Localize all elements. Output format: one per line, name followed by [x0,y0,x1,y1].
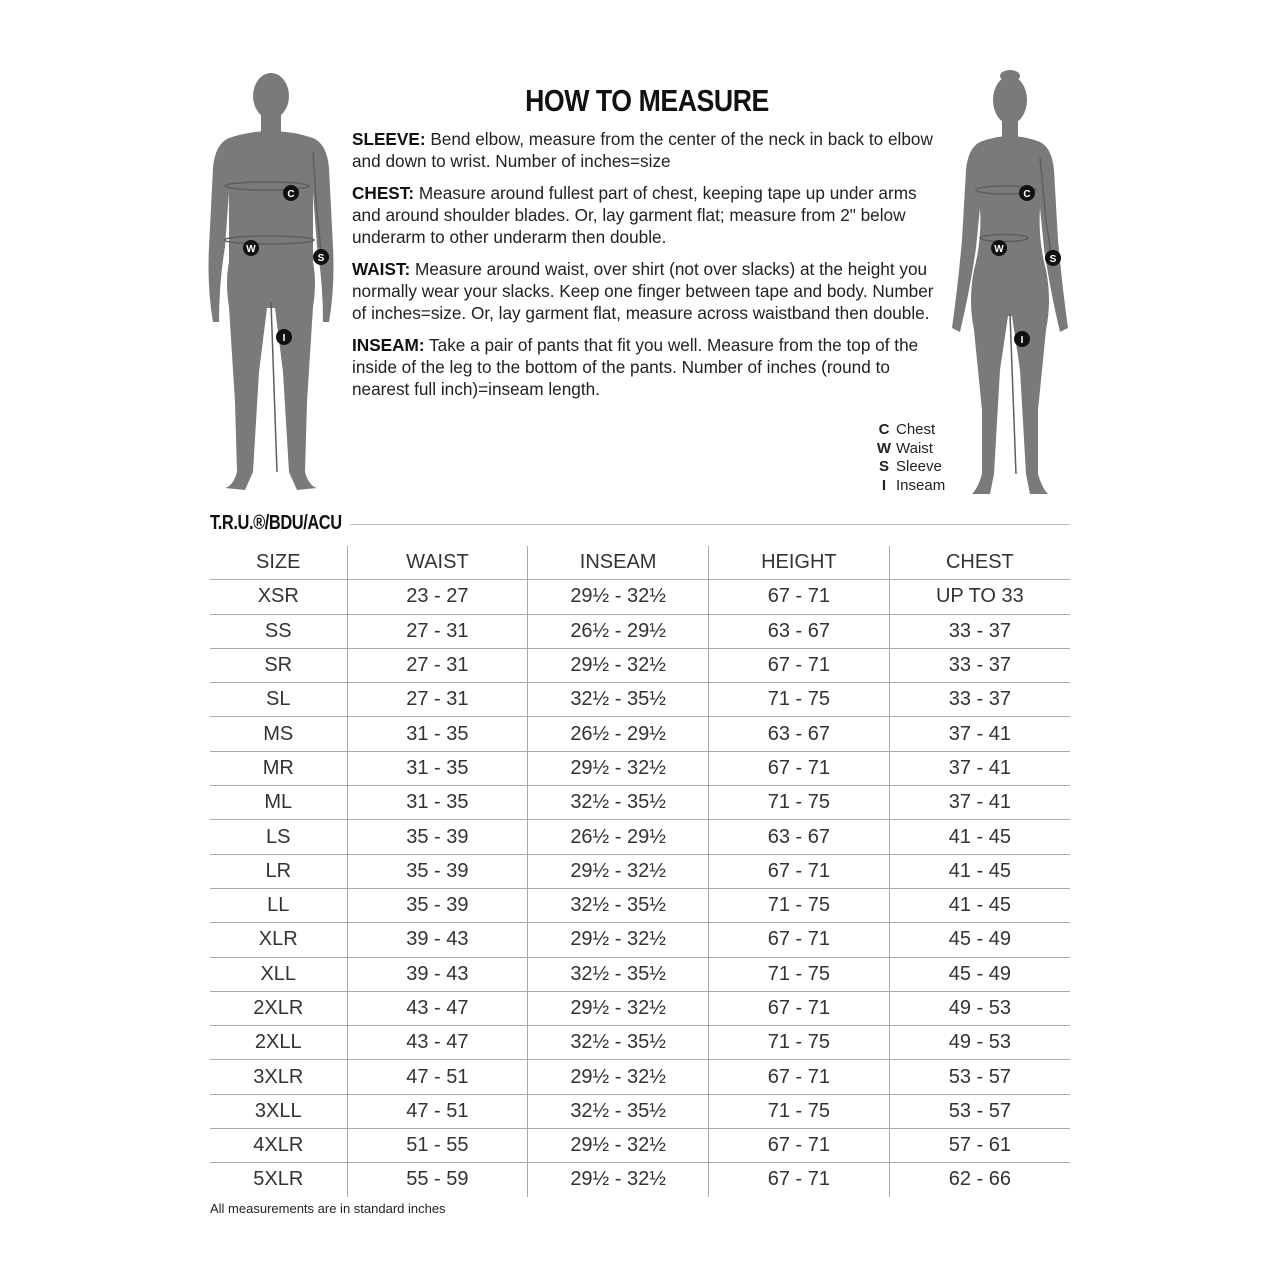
instruction-label: INSEAM: [352,335,425,355]
cell-height: 67 - 71 [709,1129,890,1163]
cell-height: 71 - 75 [709,888,890,922]
cell-chest: 49 - 53 [889,1026,1070,1060]
table-row [210,751,1070,785]
cell-waist: 39 - 43 [347,923,528,957]
cell-size: SL [210,683,347,717]
cell-inseam: 32½ - 35½ [528,683,709,717]
cell-size: 2XLR [210,991,347,1025]
cell-inseam: 29½ - 32½ [528,580,709,614]
column-header-size: SIZE [210,546,347,580]
legend-label: Inseam [896,476,946,494]
cell-size: MS [210,717,347,751]
cell-chest: 53 - 57 [889,1060,1070,1094]
cell-height: 67 - 71 [709,751,890,785]
cell-size: 3XLL [210,1094,347,1128]
cell-inseam: 26½ - 29½ [528,820,709,854]
cell-size: MR [210,751,347,785]
legend-key: I [881,476,887,494]
cell-size: ML [210,786,347,820]
instruction-text: Measure around fullest part of chest, keeping tape up under arms and around shoulder blades. Or, lay garment flat; measure from 2" below underarm to other underarm then double. [352,183,917,247]
cell-waist: 27 - 31 [347,683,528,717]
table-section-title: T.R.U.®/BDU/ACU [210,512,342,534]
cell-waist: 47 - 51 [347,1094,528,1128]
cell-height: 63 - 67 [709,820,890,854]
cell-waist: 31 - 35 [347,786,528,820]
cell-inseam: 29½ - 32½ [528,1163,709,1197]
table-row [210,683,1070,717]
cell-height: 67 - 71 [709,991,890,1025]
female-figure [946,70,1076,498]
cell-chest: 57 - 61 [889,1129,1070,1163]
instruction-label: WAIST: [352,259,411,279]
cell-height: 71 - 75 [709,957,890,991]
marker-inseam: I [282,333,286,344]
cell-inseam: 32½ - 35½ [528,957,709,991]
cell-height: 67 - 71 [709,580,890,614]
cell-waist: 35 - 39 [347,854,528,888]
cell-waist: 35 - 39 [347,888,528,922]
cell-inseam: 29½ - 32½ [528,1129,709,1163]
column-header-inseam: INSEAM [528,546,709,580]
marker-sleeve: S [317,253,325,264]
cell-chest: 62 - 66 [889,1163,1070,1197]
legend-key: C [878,421,890,438]
cell-height: 67 - 71 [709,648,890,682]
marker-waist: W [994,244,1004,255]
instruction-text: Take a pair of pants that fit you well. Measure from the top of the inside of the leg to the bottom of the pants. Number of inches (round to nearest full inch)=inseam length. [352,335,919,399]
cell-chest: 37 - 41 [889,751,1070,785]
table-row [210,854,1070,888]
cell-waist: 39 - 43 [347,957,528,991]
legend-label: Chest [896,421,936,438]
instruction-text: Measure around waist, over shirt (not over slacks) at the height you normally wear your slacks. Keep one finger between tape and body. Number of inches=size. Or, lay garment flat, measure across waistband then double. [352,259,934,323]
measure-instructions [352,82,942,410]
cell-inseam: 32½ - 35½ [528,786,709,820]
instruction-waist [352,258,942,324]
legend-label: Waist [896,439,933,457]
legend-item [876,440,945,459]
size-chart-table [210,546,1070,1197]
column-header-waist: WAIST [347,546,528,580]
instruction-inseam [352,334,942,400]
instruction-sleeve [352,128,942,172]
cell-chest: 37 - 41 [889,786,1070,820]
marker-sleeve: S [1049,254,1057,265]
cell-waist: 23 - 27 [347,580,528,614]
marker-waist: W [246,244,256,255]
cell-chest: 41 - 45 [889,854,1070,888]
cell-size: XLR [210,923,347,957]
female-silhouette [946,70,1076,498]
column-header-chest: CHEST [889,546,1070,580]
instruction-text: Bend elbow, measure from the center of the neck in back to elbow and down to wrist. Number of inches=size [352,129,933,171]
table-row [210,1129,1070,1163]
footnote: All measurements are in standard inches [210,1201,446,1216]
table-row [210,991,1070,1025]
cell-height: 71 - 75 [709,683,890,717]
marker-chest: C [1023,189,1031,200]
cell-chest: 45 - 49 [889,957,1070,991]
cell-chest: 33 - 37 [889,614,1070,648]
instruction-chest [352,182,942,248]
cell-inseam: 32½ - 35½ [528,888,709,922]
cell-size: 5XLR [253,1168,304,1191]
cell-height: 67 - 71 [709,854,890,888]
cell-height: 71 - 75 [709,1026,890,1060]
cell-waist: 27 - 31 [347,614,528,648]
table-row [210,614,1070,648]
table-row [210,1094,1070,1128]
cell-size: 3XLR [210,1060,347,1094]
cell-waist: 55 - 59 [347,1163,528,1197]
cell-chest: 33 - 37 [889,648,1070,682]
cell-waist: 43 - 47 [347,991,528,1025]
section-divider [350,524,1070,525]
cell-inseam: 29½ - 32½ [528,648,709,682]
cell-inseam: 29½ - 32½ [528,923,709,957]
table-row [210,1060,1070,1094]
cell-inseam: 29½ - 32½ [528,854,709,888]
cell-waist: 51 - 55 [347,1129,528,1163]
table-body [210,580,1070,1197]
page-title: HOW TO MEASURE [525,83,769,118]
cell-size: LL [210,888,347,922]
table-row [210,580,1070,614]
legend-item [876,477,945,496]
cell-height: 71 - 75 [709,1094,890,1128]
cell-height: 67 - 71 [709,1163,890,1197]
cell-waist: 27 - 31 [347,648,528,682]
cell-size: SS [210,614,347,648]
cell-waist: 47 - 51 [347,1060,528,1094]
table-row [210,820,1070,854]
cell-chest: 41 - 45 [889,888,1070,922]
legend-item [876,421,945,440]
cell-chest: 49 - 53 [889,991,1070,1025]
cell-chest: 37 - 41 [889,717,1070,751]
table-header-row [210,546,1070,580]
legend-item [876,458,945,477]
legend-key: S [878,458,889,475]
marker-chest: C [287,189,295,200]
cell-inseam: 26½ - 29½ [528,717,709,751]
cell-inseam: 32½ - 35½ [528,1026,709,1060]
cell-height: 67 - 71 [709,923,890,957]
cell-height: 63 - 67 [709,614,890,648]
table-row [210,1163,1070,1197]
cell-waist: 31 - 35 [347,717,528,751]
instruction-label: SLEEVE: [352,129,426,149]
table-row [210,888,1070,922]
cell-size: LR [210,854,347,888]
cell-height: 63 - 67 [709,717,890,751]
cell-waist: 31 - 35 [347,751,528,785]
cell-size: XSR [210,580,347,614]
male-figure [205,72,337,496]
cell-inseam: 29½ - 32½ [528,991,709,1025]
cell-size: SR [210,648,347,682]
cell-size: 2XLL [210,1026,347,1060]
cell-waist: 35 - 39 [347,820,528,854]
table-row [210,717,1070,751]
marker-inseam: I [1020,335,1024,346]
cell-height: 67 - 71 [709,1060,890,1094]
cell-size: 4XLR [210,1129,347,1163]
cell-inseam: 29½ - 32½ [528,751,709,785]
table-row [210,957,1070,991]
cell-chest: 45 - 49 [889,923,1070,957]
cell-waist: 43 - 47 [347,1026,528,1060]
cell-inseam: 26½ - 29½ [528,614,709,648]
column-header-height: HEIGHT [709,546,890,580]
legend-label: Sleeve [896,458,942,475]
cell-height: 71 - 75 [709,786,890,820]
cell-chest: 41 - 45 [889,820,1070,854]
table-row [210,923,1070,957]
cell-chest: UP TO 33 [889,580,1070,614]
instruction-label: CHEST: [352,183,415,203]
table-row [210,1026,1070,1060]
male-silhouette [205,72,337,496]
cell-size: XLL [210,957,347,991]
marker-legend [876,421,945,495]
legend-key: W [876,439,892,457]
table-row [210,786,1070,820]
table-row [210,648,1070,682]
cell-chest: 53 - 57 [889,1094,1070,1128]
cell-inseam: 32½ - 35½ [528,1094,709,1128]
cell-chest: 33 - 37 [889,683,1070,717]
cell-inseam: 29½ - 32½ [528,1060,709,1094]
cell-size: LS [210,820,347,854]
